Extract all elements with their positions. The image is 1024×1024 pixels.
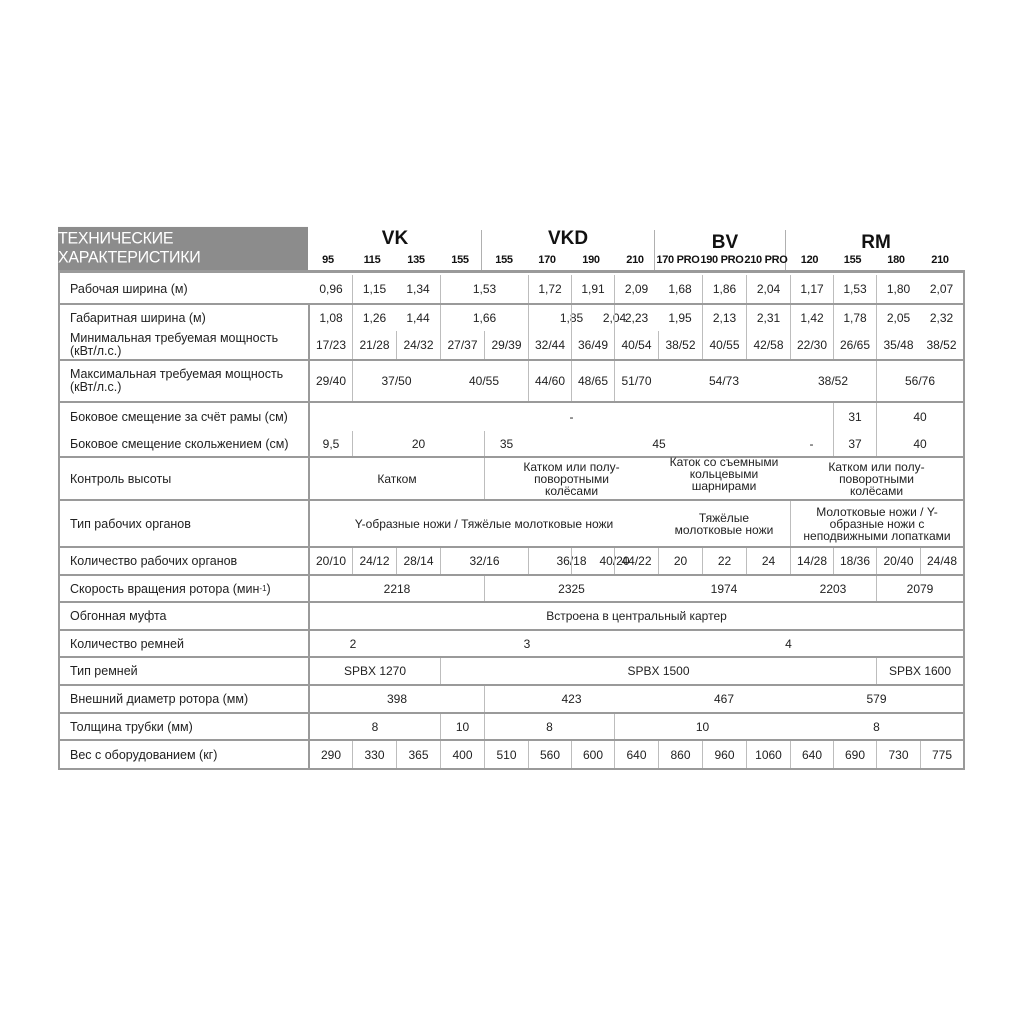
row-label: Количество рабочих органов — [70, 554, 238, 568]
table-cell: 40/55 — [702, 331, 746, 359]
spec-table — [58, 228, 965, 769]
table-cell: 290 — [320, 747, 342, 762]
table-cell: 24 — [746, 548, 790, 574]
table-cell: 2218 — [383, 581, 411, 596]
table-cell: 24/12 — [352, 548, 396, 574]
table-cell: 20/10 — [315, 554, 347, 568]
table-cell: 1,53 — [833, 275, 876, 303]
row-label: Количество ремней — [70, 636, 184, 651]
table-cell: 400 — [440, 741, 484, 768]
row-label-text: ) — [266, 581, 271, 596]
table-cell: 44/22 — [614, 548, 658, 574]
table-cell: 38/52 — [926, 338, 957, 352]
row-label: Минимальная требуемая мощность (кВт/л.с.) — [70, 331, 279, 358]
table-cell: 2,31 — [746, 305, 790, 331]
table-cell: 1,26 — [352, 305, 396, 331]
table-cell: SPBX 1500 — [440, 658, 876, 684]
table-cell: 467 — [713, 692, 735, 706]
table-cell: 1,68 — [668, 282, 692, 296]
table-cell: 9,5 — [322, 436, 340, 451]
table-cell: 20 — [658, 548, 702, 574]
table-cell: 1974 — [710, 581, 738, 596]
group-rm: RM — [861, 232, 891, 253]
table-cell: 2325 — [484, 576, 658, 601]
table-cell: 38/52 — [658, 331, 702, 359]
table-cell: 2,04 — [571, 305, 657, 331]
table-cell: 640 — [790, 741, 833, 768]
row-label: Скорость вращения ротора (мин -1 ) — [70, 581, 271, 596]
table-cell: 330 — [352, 741, 396, 768]
table-cell: 56/76 — [876, 361, 963, 401]
table-cell: 29/39 — [484, 331, 528, 359]
table-cell: 2,13 — [702, 305, 746, 331]
model-label: 155 — [495, 254, 513, 266]
table-cell: 24/48 — [920, 548, 963, 574]
table-cell: 45 — [652, 436, 666, 451]
table-cell: 1,66 — [440, 305, 528, 331]
table-cell: 17/23 — [315, 338, 347, 352]
table-cell: 8 — [873, 719, 880, 734]
table-cell: 510 — [484, 741, 528, 768]
table-cell: 600 — [571, 741, 614, 768]
table-cell: 8 — [484, 714, 614, 739]
table-cell: Катком — [377, 471, 417, 486]
model-label: 135 — [407, 254, 425, 266]
row-label: Габаритная ширина (м) — [70, 311, 206, 325]
row-label: Вес с оборудованием (кг) — [70, 747, 218, 762]
table-cell: 35 — [484, 431, 528, 456]
table-cell: Катком или полу-поворотными колёсами — [484, 458, 658, 499]
table-cell: 29/40 — [315, 374, 347, 388]
row-label: Тип ремней — [70, 664, 138, 678]
table-cell: 960 — [702, 741, 746, 768]
table-cell: 40 — [876, 403, 963, 431]
table-cell: 2,23 — [614, 305, 658, 331]
table-title: ТЕХНИЧЕСКИЕ ХАРАКТЕРИСТИКИ — [58, 227, 308, 271]
model-label: 115 — [363, 254, 381, 266]
table-cell: 36/49 — [571, 331, 614, 359]
table-cell: 365 — [396, 741, 440, 768]
row-label: Рабочая ширина (м) — [70, 282, 188, 296]
row-label: Внешний диаметр ротора (мм) — [70, 692, 249, 706]
model-label: 120 — [800, 254, 819, 266]
model-label: 210 PRO — [744, 254, 788, 266]
table-cell: 54/73 — [708, 374, 740, 388]
row-label: Контроль высоты — [70, 471, 172, 486]
table-cell: 21/28 — [352, 331, 396, 359]
table-cell: 690 — [833, 741, 876, 768]
table-cell: 2,05 — [876, 305, 920, 331]
table-cell: 1,85 — [528, 305, 614, 331]
row-label: Боковое смещение скольжением (см) — [70, 436, 289, 451]
table-cell: 560 — [528, 741, 571, 768]
table-cell: 4 — [785, 636, 792, 651]
table-cell: 2,09 — [614, 275, 658, 303]
table-cell: 775 — [920, 741, 963, 768]
table-cell: 40/20 — [571, 548, 657, 574]
table-cell: 40/54 — [614, 331, 658, 359]
row-label: Боковое смещение за счёт рамы (см) — [70, 410, 288, 424]
model-label: 95 — [322, 254, 334, 266]
table-cell: Y-образные ножи / Тяжёлые молотковые ножи — [354, 516, 614, 531]
table-cell: 28/14 — [396, 548, 440, 574]
table-cell: 1,91 — [571, 275, 614, 303]
table-cell: 36/18 — [528, 548, 614, 574]
table-cell: 51/70 — [614, 361, 658, 401]
group-vk: VK — [381, 228, 409, 249]
table-cell: 37/50 — [352, 361, 440, 401]
table-cell: 32/16 — [440, 548, 528, 574]
table-cell: 24/32 — [396, 331, 440, 359]
group-bv: BV — [711, 232, 739, 253]
table-cell: 10 — [440, 714, 484, 739]
table-cell: 40 — [876, 431, 963, 456]
table-cell: Каток со съемными кольцевыми шарнирами — [669, 454, 779, 493]
model-label: 210 — [931, 254, 949, 266]
table-cell: 2,07 — [929, 282, 954, 296]
table-cell: 1,17 — [790, 275, 833, 303]
model-label: 170 PRO — [656, 254, 700, 266]
table-body — [58, 270, 965, 770]
table-cell: 2203 — [819, 581, 847, 596]
group-vkd: VKD — [547, 228, 589, 249]
table-cell: 31 — [833, 403, 876, 431]
table-cell: 35/48 — [876, 331, 920, 359]
table-cell: 1,34 — [406, 282, 430, 296]
table-cell: - — [809, 436, 814, 451]
table-cell: 1,44 — [406, 311, 430, 325]
table-cell: 398 — [386, 692, 408, 706]
row-label: Толщина трубки (мм) — [70, 719, 193, 734]
table-cell: 32/44 — [528, 331, 571, 359]
table-cell: 26/65 — [833, 331, 876, 359]
table-cell: 1,72 — [528, 275, 571, 303]
table-cell: 8 — [371, 719, 379, 734]
table-cell: 44/60 — [528, 361, 571, 401]
table-cell: 1,15 — [352, 275, 396, 303]
table-cell: 2,04 — [746, 275, 790, 303]
table-cell: 0,96 — [319, 282, 343, 296]
table-cell: 48/65 — [571, 361, 614, 401]
table-cell: 38/52 — [817, 374, 849, 388]
table-cell: 22/30 — [790, 331, 833, 359]
row-label: Тип рабочих органов — [70, 516, 191, 531]
model-label: 155 — [451, 254, 469, 266]
table-cell: Молотковые ножи / Y-образные ножи с неподвижными лопатками — [790, 501, 963, 546]
table-cell: 42/58 — [746, 331, 790, 359]
row-label: Максимальная требуемая мощность (кВт/л.с.) — [70, 367, 284, 394]
table-cell: 2 — [349, 636, 357, 651]
row-label: Обгонная муфта — [70, 609, 167, 623]
table-cell: 1,78 — [833, 305, 876, 331]
table-cell: 640 — [614, 741, 658, 768]
table-cell: 1,53 — [440, 275, 528, 303]
table-cell: 1,95 — [668, 311, 692, 325]
table-cell: 423 — [484, 686, 658, 712]
table-cell: 22 — [702, 548, 746, 574]
model-label: 155 — [843, 254, 862, 266]
model-label: 170 — [538, 254, 556, 266]
table-cell: 3 — [523, 636, 531, 651]
table-cell: 37 — [833, 431, 876, 456]
group-separator — [481, 230, 482, 270]
model-label: 190 PRO — [700, 254, 744, 266]
table-cell: Тяжёлые молотковые ножи — [674, 510, 774, 537]
table-cell: 1,80 — [876, 275, 920, 303]
table-cell: - — [569, 410, 574, 424]
model-label: 210 — [626, 254, 644, 266]
table-cell: 20/40 — [876, 548, 920, 574]
row-label-text: Скорость вращения ротора (мин — [70, 581, 260, 596]
table-cell: 730 — [876, 741, 920, 768]
table-cell: 860 — [658, 741, 702, 768]
table-cell: 40/55 — [468, 374, 500, 388]
table-cell: Встроена в центральный картер — [546, 609, 727, 623]
table-cell: SPBX 1270 — [343, 664, 407, 678]
table-cell: 2,32 — [929, 311, 954, 325]
table-cell: SPBX 1600 — [876, 658, 963, 684]
model-label: 190 — [582, 254, 600, 266]
table-cell: 1,86 — [702, 275, 746, 303]
table-cell: 579 — [866, 692, 887, 706]
table-cell: 1,42 — [790, 305, 833, 331]
table-cell: 10 — [614, 714, 790, 739]
model-label: 180 — [887, 254, 905, 266]
table-cell: 18/36 — [833, 548, 876, 574]
table-cell: 14/28 — [790, 548, 833, 574]
table-cell: 2079 — [876, 576, 963, 601]
table-cell: 1060 — [746, 741, 790, 768]
table-cell: 1,08 — [319, 311, 343, 325]
table-cell: 20 — [352, 431, 484, 456]
table-cell: Катком или полу-поворотными колёсами — [828, 459, 925, 498]
table-cell: 27/37 — [440, 331, 484, 359]
